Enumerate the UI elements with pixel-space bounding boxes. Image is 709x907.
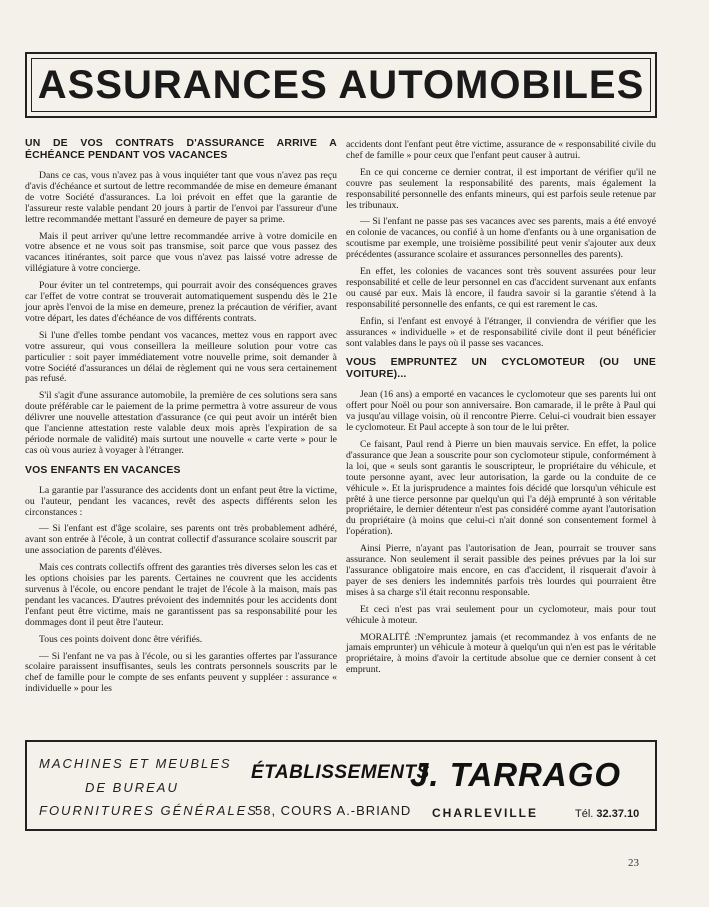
paragraph: Enfin, si l'enfant est envoyé à l'étranger, il conviendra de vérifier que les assurances « individuelle » et de responsabilité civile dont il peut bénéficier sont valables dans le pays où il passe ses vacances. (346, 315, 656, 349)
paragraph: — Si l'enfant est d'âge scolaire, ses parents ont très probablement adhéré, avant son entrée à l'école, à un contrat collectif d'assurance scolaire souscrit par une association de parents d'élèves. (25, 523, 337, 557)
paragraph: Mais il peut arriver qu'une lettre recommandée arrive à votre domicile en votre absence et ne vous soit pas transmise, soit parce que vous passez des vacances itinérantes, soit parce que vous n'avez pas laissé votre adresse de villégiature à votre concierge. (25, 230, 337, 275)
paragraph: S'il s'agit d'une assurance automobile, la première de ces solutions sera sans doute préférable car le paiement de la prime permettra à votre assureur de vous délivrer une nouvelle attestation d'assurance (ce qui peut avoir un intérêt bien que l'ancienne attestation reste valable deux mois après l'expiration de sa période normale de validité) mais surtout une nouvelle « carte verte » pour le cas où vous auriez à voyager à l'étranger. (25, 390, 337, 456)
section-heading-enfants: VOS ENFANTS EN VACANCES (25, 464, 181, 476)
ad-telephone (575, 808, 639, 820)
paragraph: Tous ces points doivent donc être vérifiés. (39, 633, 203, 645)
advertisement-box (25, 740, 657, 831)
ad-tel-number: 32.37.10 (596, 808, 640, 820)
ad-tel-label: Tél. (575, 808, 594, 820)
paragraph: Dans ce cas, vous n'avez pas à vous inquiéter tant que vous n'avez pas reçu d'avis d'échéance et surtout de lettre recommandée de mise en demeure émanant de votre Société d'assurances. La loi prévoit en effet que la garantie de l'assureur reste valable pendant 20 jours à partir de l'envoi par l'assureur d'une lettre recommandée mettant l'assuré en demeure de payer sa prime. (25, 170, 337, 225)
page-number: 23 (628, 857, 639, 869)
paragraph: Si l'une d'elles tombe pendant vos vacances, mettez vous en rapport avec votre assureur, qui vous conseillera la meilleure solution pour votre cas particulier : soit payer immédiatement votre nouvelle prime, soit demander à votre Société d'assurances un délai de règlement qui ne vous sera certainement pas refusé. (25, 329, 337, 385)
paragraph: En effet, les colonies de vacances sont très souvent assurées pour leur responsabilité et celle de leur personnel en cas d'accident survenant aux enfants ou causé par eux. Mais là encore, il faudra savoir si la garantie s'étend à la responsabilité personnelle des enfants, ce qui est rarement le cas. (346, 266, 656, 310)
ad-address: 58, COURS A.-BRIAND (255, 803, 412, 818)
left-column (25, 138, 337, 701)
ad-line-bureau: DE BUREAU (85, 780, 179, 795)
section-heading-echeance: UN DE VOS CONTRATS D'ASSURANCE ARRIVE A ÉCHÉANCE PENDANT VOS VACANCES (25, 138, 337, 161)
paragraph: Ainsi Pierre, n'ayant pas l'autorisation de Jean, pourrait se trouver sans assurance. Non seulement il serait passible des peines prévues par la loi sur l'assurance obligatoire mais encore, en cas d'accident, il risquerait d'avoir à payer de ses deniers les indemnités parfois très lourdes qui pourraient être mises à sa charge s'il était reconnu responsable. (346, 543, 656, 598)
paragraph: Mais ces contrats collectifs offrent des garanties très diverses selon les cas et les options choisies par les parents. Certaines ne couvrent que les accidents survenus à l'école, ou encore pendant le trajet de l'école à la maison, mais pas pendant les vacances. D'autres prévoient des indemnités pour les accidents dont l'enfant peut être victime, mais ne garantissent pas sa responsabilité pour les dommages dont il peut être l'auteur. (25, 562, 337, 628)
paragraph: En ce qui concerne ce dernier contrat, il est important de vérifier qu'il ne couvre pas seulement la responsabilité des parents, mais également la responsabilité personnelle des enfants mineurs, qui est parfois seule retenue par les tribunaux. (346, 166, 656, 211)
ad-company-name: J. TARRAGO (410, 756, 622, 793)
paragraph: accidents dont l'enfant peut être victime, assurance de « responsabilité civile du chef de famille » pour ceux que l'enfant peut causer à autrui. (346, 139, 656, 161)
page-title: ASSURANCES AUTOMOBILES (37, 63, 645, 107)
paragraph: Et ceci n'est pas vrai seulement pour un cyclomoteur, mais pour tout véhicule à moteur. (346, 603, 656, 626)
paragraph: Pour éviter un tel contretemps, qui pourrait avoir des conséquences graves car l'effet de votre contrat se trouverait automatiquement suspendu dès le 21e jour après l'envoi de la mise en demeure, prenez la précaution de vérifier, avant votre départ, les dates d'échéance de vos différents contrats. (25, 280, 337, 324)
ad-city: CHARLEVILLE (432, 806, 538, 820)
paragraph: Jean (16 ans) a emporté en vacances le cyclomoteur que ses parents lui ont offert pour Noël ou pour son anniversaire. Bon camarade, il le prête à Paul qui va jusqu'au village voisin, où il rencontre Pierre. Celui-ci voudrait bien essayer le cyclomoteur. Et Paul accepte à son tour de le lui prêter. (346, 389, 656, 434)
right-column (346, 140, 656, 682)
title-box (25, 52, 657, 118)
ad-line-machines: MACHINES ET MEUBLES (39, 756, 232, 771)
paragraph: — Si l'enfant ne passe pas ses vacances avec ses parents, mais a été envoyé en colonie de vacances, ou confié à un home d'enfants ou à une organisation de scoutisme par exemple, une troisième possibilité peut venir s'ajouter aux deux précédentes (assurance scolaire et assurances personnelles des parents). (346, 216, 656, 261)
section-heading-cyclomoteur: VOUS EMPRUNTEZ UN CYCLOMOTEUR (OU UNE VOITURE)... (346, 357, 656, 381)
paragraph: Ce faisant, Paul rend à Pierre un bien mauvais service. En effet, la police d'assurance que Jean a souscrite pour son cyclomoteur stipule, conformément à la loi, que « seuls sont garantis le souscripteur, le propriétaire du véhicule, et toute personne ayant, avec leur autorisation, la garde ou la conduite de ce véhicule ». Et la jurisprudence a maintes fois décidé que lorsqu'un véhicule est prêté à une tierce personne par quelqu'un qui l'a déjà emprunté à son véritable propriétaire, le dernier détenteur n'est pas considéré comme ayant l'autorisation du propriétaire (à moins que celui-ci n'ait donné son consentement formel à l'opération). (346, 439, 656, 538)
ad-company-prefix: ÉTABLISSEMENTS (251, 762, 430, 783)
paragraph: La garantie par l'assurance des accidents dont un enfant peut être la victime, ou l'auteur, pendant les vacances, revêt des aspects différents selon les circonstances : (25, 484, 337, 518)
ad-line-fournitures: FOURNITURES GÉNÉRALES (39, 803, 258, 818)
paragraph-moralite: MORALITÉ :N'empruntez jamais (et recommandez à vos enfants de ne jamais emprunter) un véhicule à moteur à quelqu'un qui n'en est pas le véritable propriétaire, à moins d'avoir la certitude absolue que ce dernier consent à cet emprunt. (346, 631, 656, 676)
paragraph: — Si l'enfant ne va pas à l'école, ou si les garanties offertes par l'assurance scolaire paraissent insuffisantes, seuls les contrats personnels souscrits par le chef de famille pour le compte de ses enfants peuvent y suppléer : assurance « individuelle » pour les (25, 650, 337, 695)
